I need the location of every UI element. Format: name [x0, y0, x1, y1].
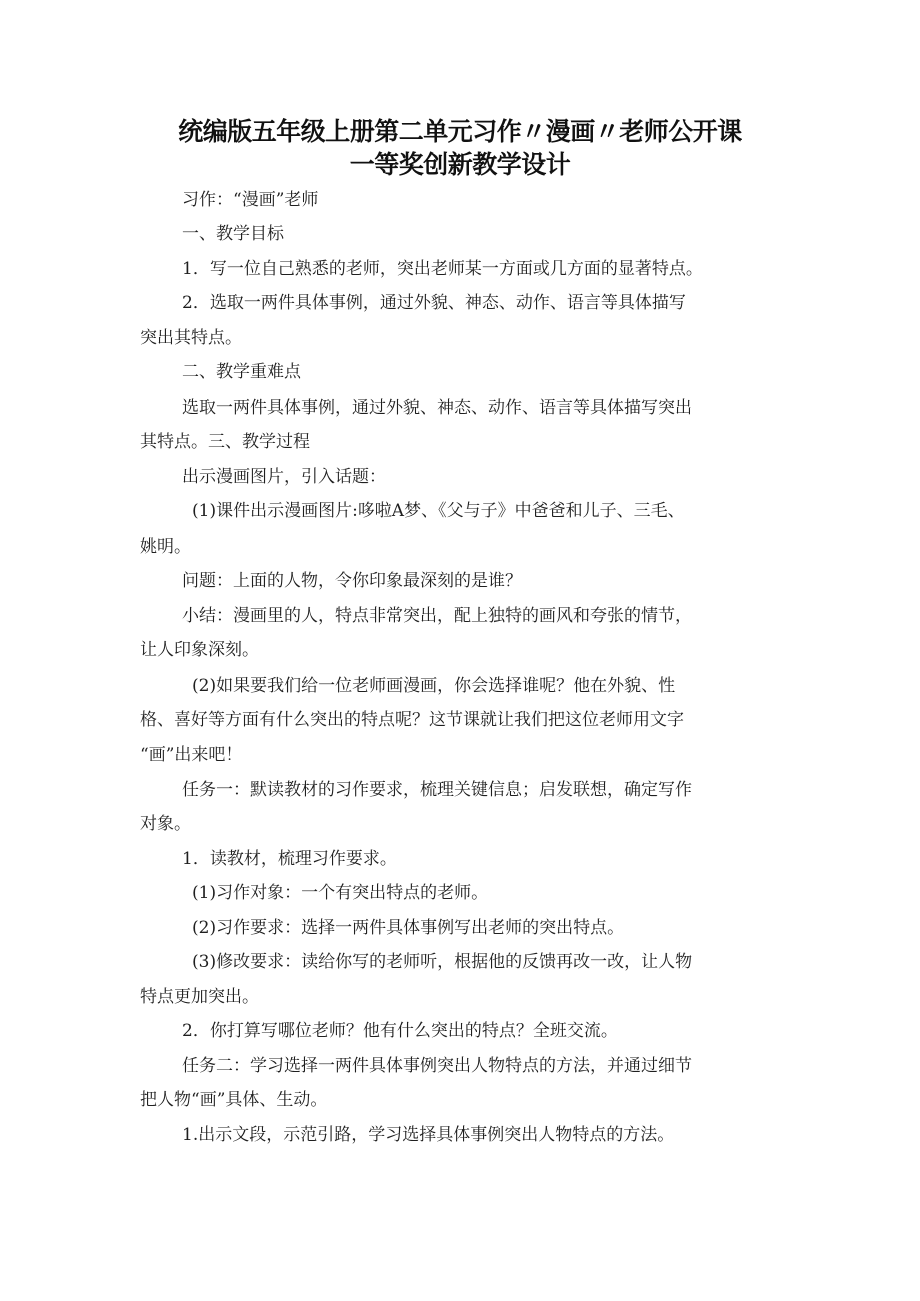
- text-line: 1．读教材，梳理习作要求。: [182, 849, 397, 869]
- text-line: 突出其特点。: [140, 328, 242, 348]
- text-line: 习作：“漫画”老师: [182, 190, 319, 210]
- document-title-line-1: 统编版五年级上册第二单元习作〃漫画〃老师公开课: [178, 117, 742, 146]
- text-line: 姚明。: [140, 537, 191, 557]
- text-line: 特点更加突出。: [140, 987, 259, 1007]
- text-line: 对象。: [140, 814, 191, 834]
- text-line: (1)课件出示漫画图片:哆啦A梦、《父与子》中爸爸和儿子、三毛、: [192, 501, 685, 521]
- text-line: 小结：漫画里的人，特点非常突出，配上独特的画风和夸张的情节，: [182, 606, 692, 626]
- text-line: 2．你打算写哪位老师？他有什么突出的特点？全班交流。: [182, 1021, 618, 1041]
- text-line: 任务一：默读教材的习作要求，梳理关键信息；启发联想，确定写作: [182, 780, 692, 800]
- document-title-line-2: 一等奖创新教学设计: [349, 150, 571, 179]
- text-line: (2)习作要求：选择一两件具体事例写出老师的突出特点。: [192, 918, 625, 938]
- text-line: (1)习作对象：一个有突出特点的老师。: [192, 883, 489, 903]
- text-line: 让人印象深刻。: [140, 640, 259, 660]
- text-line: 其特点。三、教学过程: [140, 432, 310, 452]
- text-line: (2)如果要我们给一位老师画漫画，你会选择谁呢？他在外貌、性: [192, 676, 676, 696]
- text-line: 出示漫画图片，引入话题：: [182, 467, 386, 487]
- text-line: 一、教学目标: [182, 224, 284, 244]
- text-line: 任务二：学习选择一两件具体事例突出人物特点的方法，并通过细节: [182, 1056, 692, 1076]
- text-line: (3)修改要求：读给你写的老师听，根据他的反馈再改一改，让人物: [192, 952, 693, 972]
- text-line: 问题：上面的人物，令你印象最深刻的是谁？: [182, 571, 522, 591]
- text-line: 选取一两件具体事例，通过外貌、神态、动作、语言等具体描写突出: [182, 398, 692, 418]
- text-line: 二、教学重难点: [182, 362, 301, 382]
- text-line: 格、喜好等方面有什么突出的特点呢？这节课就让我们把这位老师用文字: [140, 710, 684, 730]
- text-line: 1.出示文段，示范引路，学习选择具体事例突出人物特点的方法。: [182, 1125, 675, 1145]
- text-line: 把人物“画”具体、生动。: [140, 1090, 328, 1110]
- text-line: “画”出来吧！: [140, 745, 243, 765]
- text-line: 2．选取一两件具体事例，通过外貌、神态、动作、语言等具体描写: [182, 293, 686, 313]
- text-line: 1．写一位自己熟悉的老师，突出老师某一方面或几方面的显著特点。: [182, 259, 703, 279]
